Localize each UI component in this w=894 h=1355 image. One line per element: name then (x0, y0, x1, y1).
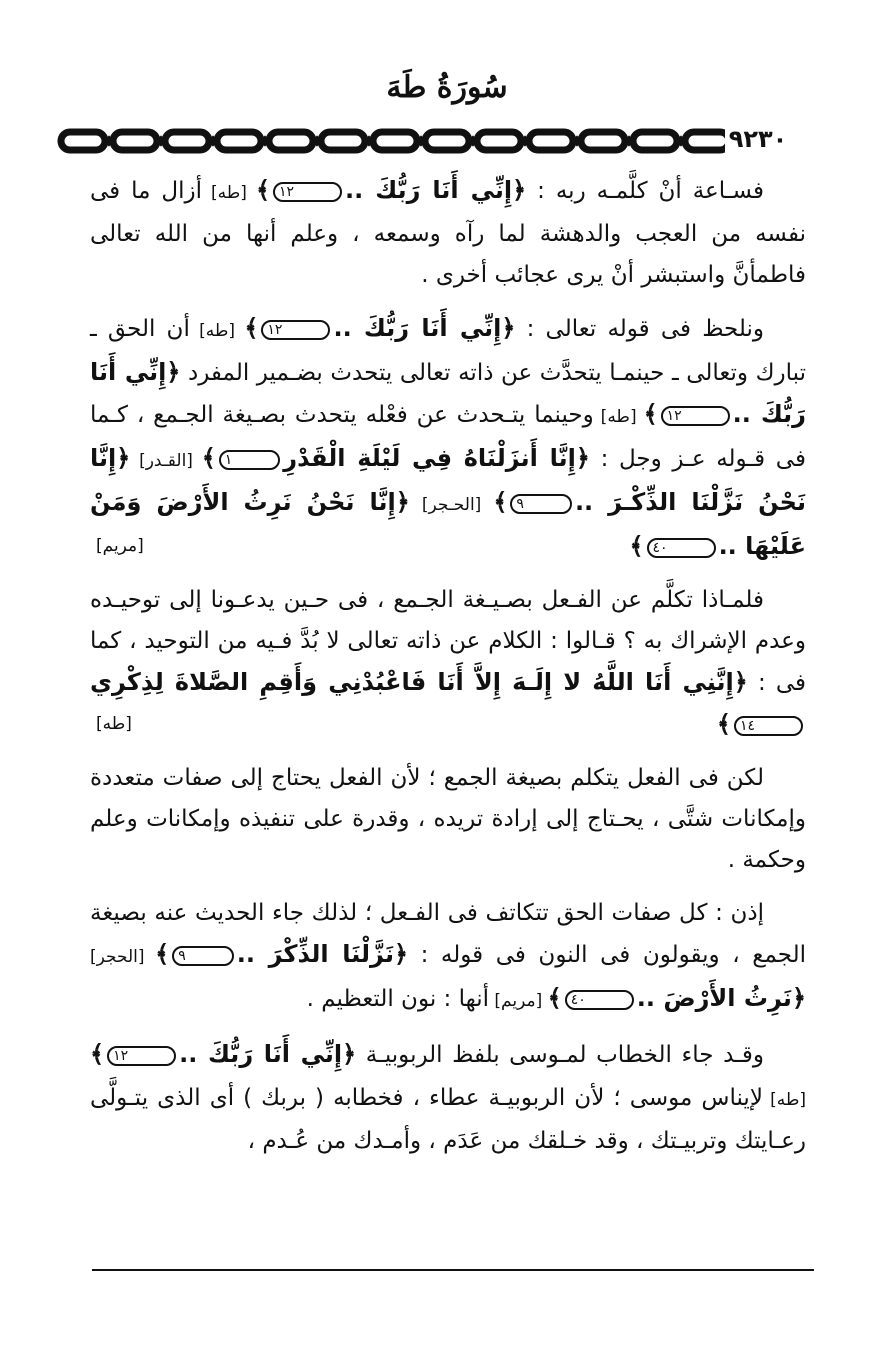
body-text: وحينما يتـحدث عن فعْله يتحدث بصـيغة الجـمع ، كـما فى قـوله عـز وجل : (90, 402, 806, 472)
border-link (685, 132, 729, 150)
verse-number-badge: ١٢ (661, 406, 730, 426)
verse-number-badge: ١ (219, 450, 281, 470)
quran-verse: ﴿إِنِّي أَنَا رَبُّكَ .. (90, 358, 806, 428)
body-text: ونلحظ فى قوله تعالى : (515, 316, 765, 342)
border-link (113, 132, 157, 150)
page-number: ٩٢٣٠ (725, 122, 791, 156)
quran-verse: ﴿إِنَّا نَحْنُ نَرِثُ الأَرْضَ وَمَنْ عَلَيْهَا .. (90, 488, 806, 560)
paragraph-p5 (90, 893, 806, 1022)
surah-reference: [الحـجر] (409, 495, 494, 515)
verse-number-badge: ٤٠ (647, 538, 716, 558)
quran-verse: ﴾ (629, 532, 644, 560)
body-text: لإيناس موسى ؛ لأن الربوبيـة عطاء ، فخطابه ( بربك ) أى الذى يتـولَّى رعـايتك وتربيـتك ، وقد خـلقك من عَدَم ، وأمـدك من عُـدم ، (90, 1085, 806, 1154)
verse-number-badge: ٩ (510, 494, 572, 514)
border-link (477, 132, 521, 150)
quran-verse: ﴾ (547, 984, 562, 1012)
border-link (633, 132, 677, 150)
paragraph-p1 (90, 170, 806, 296)
footer-rule (92, 1269, 814, 1271)
verse-number-badge: ٤٠ (565, 990, 634, 1010)
quran-verse: ﴿إِنِّي أَنَا رَبُّكَ .. (345, 176, 527, 204)
body-text: أن الحق ـ تبارك وتعالى ـ حينمـا يتحدَّث عن ذاته تعالى يتحدث بضـمير المفرد (90, 316, 807, 386)
surah-reference: [مريم] (489, 991, 548, 1011)
quran-verse: ﴾ (155, 940, 170, 968)
verse-number-badge: ١٢ (273, 182, 342, 202)
body-text: أزال ما فى نفسه من العجب والدهشة لما رآه وسمعه ، وعلم أنها من الله تعالى فاطمأنَّ واستبشر أنْ يرى عجائب أخرى . (90, 178, 806, 288)
paragraph-p6 (90, 1034, 806, 1162)
border-link (269, 132, 313, 150)
quran-verse: ﴾ (201, 444, 216, 472)
quran-verse: ﴾ (643, 400, 658, 428)
body-text: فلمـاذا تكلَّم عن الفـعل بصـيـغة الجـمع ، فى حـين يدعـونا إلى توحيـده وعدم الإشراك به ؟ قـالوا : الكلام عن ذاته تعالى لا بُدَّ فـيه من التوحيد ، كما فى : (90, 587, 806, 696)
paragraph-p3 (90, 580, 806, 746)
paragraph-p2 (90, 308, 806, 568)
border-link (529, 132, 573, 150)
verse-number-badge: ٩ (172, 946, 234, 966)
quran-verse: ﴿نَزَّلْنَا الذِّكْرَ .. (236, 940, 409, 968)
quran-verse: ﴿إِنِّي أَنَا رَبُّكَ .. (333, 314, 516, 342)
page-body (90, 170, 806, 1174)
body-text: إذن : كل صفات الحق تتكاتف فى الفـعل ؛ لذلك جاء الحديث عنه بصيغة الجمع ، ويقولون فى النون فى قوله : (90, 900, 806, 968)
surah-reference: [الحجر] (90, 947, 156, 967)
body-text: فسـاعة أنْ كلَّمـه ربه : (526, 178, 765, 204)
surah-reference: [طه] (593, 407, 644, 427)
quran-verse: ﴿إِنِّي أَنَا رَبُّكَ .. (179, 1040, 357, 1068)
body-text: أنها : نون التعظيم . (306, 986, 490, 1012)
body-text: لكن فى الفعل يتكلم بصيغة الجمع ؛ لأن الفعل يحتاج إلى صفات متعددة وإمكانات شتَّى ، يحـتاج إلى إرادة تريده ، وقدرة على تنفيذه وإمكانات وعلم وحكمة . (90, 765, 806, 873)
verse-number-badge: ١٢ (107, 1046, 176, 1066)
border-link (373, 132, 417, 150)
border-link (217, 132, 261, 150)
border-link (425, 132, 469, 150)
quran-verse: ﴿إِنَّا نَحْنُ نَزَّلْنَا الذِّكْـرَ .. (90, 444, 806, 516)
surah-reference: [القـدر] (130, 451, 202, 471)
quran-verse: ﴾ (255, 176, 270, 204)
decorative-header-border (55, 124, 830, 158)
surah-reference: [طه] (762, 1090, 806, 1110)
quran-verse: ﴿نَرِثُ الأَرْضَ .. (636, 984, 806, 1012)
verse-number-badge: ١٤ (734, 716, 803, 736)
quran-verse: ﴾ (244, 314, 259, 342)
quran-verse: ﴿إِنَّنِي أَنَا اللَّهُ لا إِلَـهَ إِلاَّ أَنَا فَاعْبُدْنِي وَأَقِمِ الصَّلاةَ لِذِكْرِي (90, 668, 748, 696)
surah-reference: [مريم] (96, 536, 144, 556)
border-link (61, 132, 105, 150)
quran-verse: ﴾ (716, 710, 731, 738)
paragraph-p4 (90, 758, 806, 881)
border-link (581, 132, 625, 150)
verse-number-badge: ١٢ (261, 320, 330, 340)
quran-verse: ﴾ (493, 488, 508, 516)
quran-verse: ﴿إِنَّا أَنزَلْنَاهُ فِي لَيْلَةِ الْقَدْرِ (283, 444, 590, 472)
border-link (165, 132, 209, 150)
surah-title: سُورَةُ طَهَ (386, 70, 508, 105)
body-text: وقـد جاء الخطاب لمـوسى بلفظ الربوبيـة (356, 1042, 764, 1068)
surah-reference: [طه] (201, 183, 256, 203)
quran-verse: ﴾ (90, 1040, 105, 1068)
surah-reference: [طه] (96, 714, 132, 734)
border-link (321, 132, 365, 150)
surah-reference: [طه] (189, 321, 245, 341)
